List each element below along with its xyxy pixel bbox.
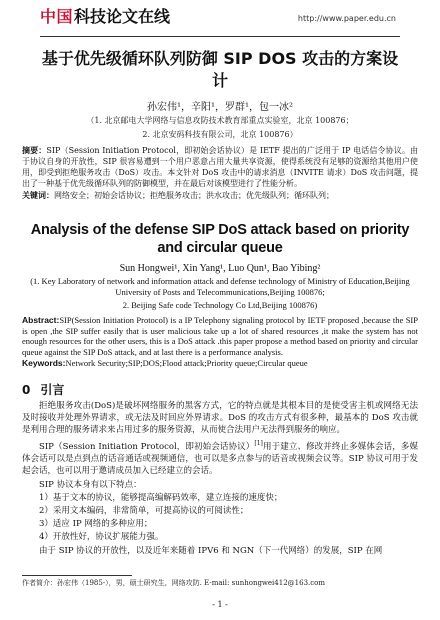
- page-header: [22, 0, 418, 48]
- list-item: 1）基于文本的协议，能够提高编解码效率，建立连接的速度快；: [39, 492, 283, 503]
- chinese-keywords-text: 网络安全；初始会话协议；拒绝服务攻击；洪水攻击；优先级队列；循环队列；: [54, 191, 334, 200]
- footnote-divider: [22, 575, 132, 576]
- chinese-keywords-label: 关键词：: [22, 191, 54, 200]
- header-divider: [40, 36, 400, 37]
- author-footnote: 作者简介：孙宏伟（1985-），男，硕士研究生，网络攻防. E-mail: sunhongwei412@163.com: [22, 579, 326, 587]
- list-item: 3）适应 IP 网络的多种应用；: [39, 518, 153, 529]
- section-title: 引言: [40, 383, 65, 397]
- list-item: 4）开放性好，协议扩展能力强。: [39, 531, 164, 542]
- logo-red-text: 中国: [40, 7, 74, 26]
- chinese-title: 基于优先级循环队列防御 SIP DOS 攻击的方案设计: [41, 49, 399, 90]
- paragraph-dos: 拒绝服务攻击(DoS)是破坏网络服务的黑客方式，它的特点就是其根本目的是使受害主机或网络无法及时接收并处理外界请求，或无法及时回应外界请求。DoS 的攻击方式有很多种，最基本的 DoS 攻击就是利用合理的服务请求来占用过多的服务资源，从而使合法用户无法得到服务的响应。: [22, 401, 418, 435]
- english-abstract: [22, 315, 418, 357]
- chinese-affiliation-1: （1. 北京邮电大学网络与信息攻防技术教育部重点实验室，北京 100876；: [86, 116, 354, 125]
- chinese-abstract-label: 摘要：: [22, 146, 47, 155]
- english-keywords: [22, 358, 418, 369]
- chinese-abstract-text: SIP（Session Initiation Protocol，即初始会话协议）是 IETF 提出的广泛用于 IP 电话信令协议。由于协议自身的开放性，SIP 很容易遭到一个用户恶意占用大量共享资源，使得系统没有足够的资源给其他用户使用，即受到拒绝服务攻击（DoS）攻击。本文针对 DoS 攻击中的请求消息（INVITE 请求）DoS 攻击问题，提出了一种基于优先级循环队列的防御模型，并在最后对该模型进行了性能分析。: [22, 146, 418, 188]
- english-keywords-text: Network Security;SIP;DOS;Flood attack;Priority queue;Circular queue: [65, 358, 308, 368]
- paragraph-sip-text-start: SIP（Session Initiation Protocol，即初始会话协议）: [39, 441, 255, 452]
- paragraph-continuation: 由于 SIP 协议的开放性，以及近年来随着 IPV6 和 NGN（下一代网络）的发展，SIP 在网: [39, 545, 383, 556]
- site-url[interactable]: http://www.paper.edu.cn: [297, 14, 396, 23]
- list-item: 2）采用文本编码，非常简单，可提高协议的可阅读性；: [39, 505, 249, 516]
- paragraph-sip: [22, 438, 418, 477]
- english-abstract-text: SIP(Session Initiation Protocol) is a IP Telephony signaling protocol by IETF proposed ,because the SIP is open ,the SIP suffer easily that is user malicious take up a lot of shared resources ,it make the system has not enough resources for the other users, this is a DoS attack .this paper propose a method based on priority and circular queue against the SIP DoS attack, and at last there is a performance analysis.: [22, 315, 418, 357]
- citation-1[interactable]: [1]: [254, 440, 263, 447]
- english-affiliation-1: (1. Key Laboratory of network and information attack and defense technology of Ministry of Education,Beijing University of Posts and Telecommunications,Beijing 100876;: [30, 276, 410, 297]
- english-title: Analysis of the defense SIP DoS attack based on priority and circular queue: [30, 222, 410, 256]
- chinese-abstract: [22, 145, 418, 189]
- logo-black-text: 科技论文在线: [74, 7, 171, 26]
- english-authors: Sun Hongwei¹, Xin Yang¹, Luo Qun¹, Bao Yibing²: [119, 263, 321, 274]
- section-number: 0: [22, 383, 31, 397]
- chinese-authors: 孙宏伟¹，辛阳¹，罗群¹，包一冰²: [146, 102, 294, 113]
- chinese-keywords: [22, 190, 418, 201]
- chinese-affiliation-2: 2. 北京安码科技有限公司，北京 100876）: [142, 130, 298, 139]
- english-keywords-label: Keywords:: [22, 358, 66, 368]
- site-logo[interactable]: [40, 4, 170, 27]
- english-abstract-label: Abstract:: [22, 315, 60, 325]
- page-number: - 1 -: [212, 600, 228, 609]
- paragraph-sip-text-end: 用于建立、修改并终止多媒体会话，多媒体会话可以是点到点的话音通话或视频通信，也可以是多点参与的话音或视频会议等。SIP 协议可用于发起会话，也可以用于邀请成员加入已经建立的会话。: [22, 441, 418, 476]
- section-heading-intro: [22, 381, 418, 398]
- english-affiliation-2: 2. Beijing Safe code Technology Co Ltd,Beijing 100876): [122, 300, 318, 310]
- paragraph-features: SIP 协议本身有以下特点：: [39, 479, 142, 490]
